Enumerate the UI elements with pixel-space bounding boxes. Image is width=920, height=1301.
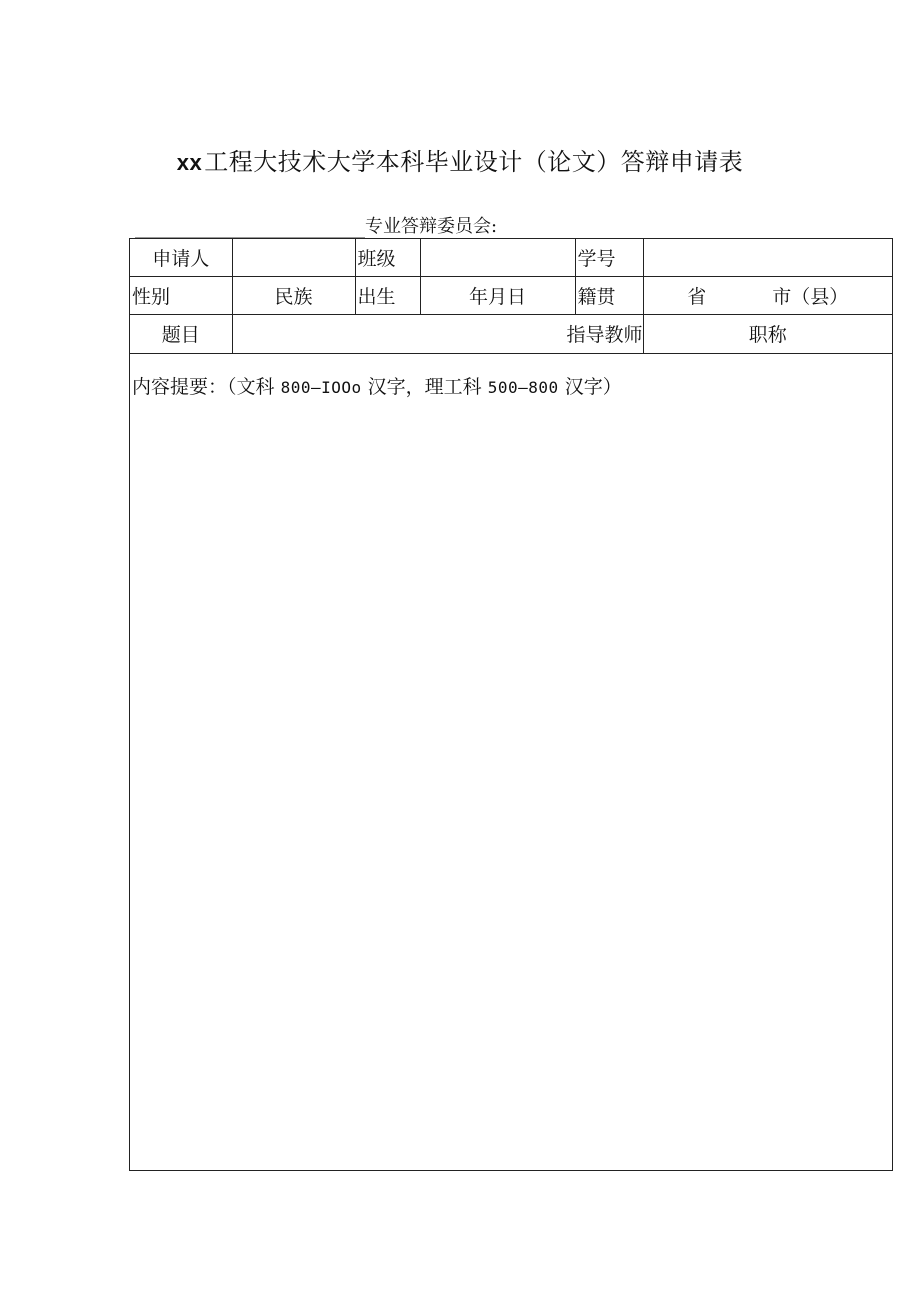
class-value[interactable] <box>420 239 575 276</box>
title-prefix: xx <box>176 150 203 175</box>
committee-label: 专业答辩委员会: <box>365 216 498 237</box>
committee-name-blank[interactable] <box>135 217 365 238</box>
advisor-label: 指导教师 <box>566 324 643 346</box>
applicant-label: 申请人 <box>130 239 232 276</box>
city-label: 市（县） <box>772 285 849 308</box>
page-title <box>0 142 920 177</box>
student-id-label: 学号 <box>575 239 643 276</box>
advisor-title-label: 职称 <box>748 324 787 346</box>
form-header-table <box>130 239 892 354</box>
committee-line <box>135 212 497 238</box>
birth-date-field[interactable]: 年月日 <box>420 276 575 314</box>
abstract-mid: 汉字，理工科 <box>367 375 482 398</box>
topic-label: 题目 <box>130 314 232 353</box>
title-text: 工程大技术大学本科毕业设计（论文）答辩申请表 <box>204 148 744 176</box>
ethnicity-label: 民族 <box>232 276 355 314</box>
abstract-end: 汉字） <box>564 375 622 398</box>
native-place-label: 籍贯 <box>575 276 643 314</box>
abstract-range-science: 500—800 <box>487 377 559 397</box>
birth-label: 出生 <box>355 276 420 314</box>
abstract-label: 内容提要：（文科 <box>132 375 275 398</box>
form-row-topic <box>130 314 892 353</box>
advisor-title-field[interactable] <box>643 314 892 353</box>
form-row-applicant <box>130 239 892 276</box>
application-form <box>129 238 893 1171</box>
province-label: 省 <box>687 285 707 308</box>
abstract-range-arts: 800—IOOo <box>280 377 362 397</box>
gender-label: 性别 <box>130 276 232 314</box>
applicant-value[interactable] <box>232 239 355 276</box>
class-label: 班级 <box>355 239 420 276</box>
native-place-field[interactable] <box>643 276 892 314</box>
student-id-value[interactable] <box>643 239 892 276</box>
abstract-area[interactable] <box>130 354 892 399</box>
topic-field[interactable] <box>232 314 643 353</box>
form-row-personal <box>130 276 892 314</box>
